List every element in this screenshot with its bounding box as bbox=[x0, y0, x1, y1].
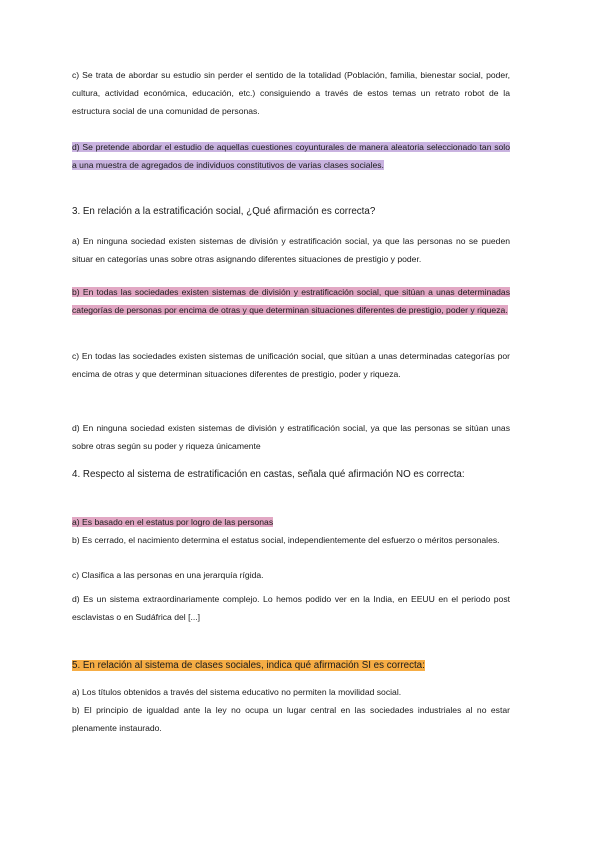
question-5-option-a bbox=[72, 683, 510, 701]
option-d-previous bbox=[72, 138, 510, 174]
option-text-highlighted: a) Es basado en el estatus por logro de las personas bbox=[72, 517, 274, 527]
option-text: a) En ninguna sociedad existen sistemas de división y estratificación social, ya que las personas no se pueden situar en categorías unas sobre otras asignando diferentes situaciones de prestigio y poder. bbox=[72, 236, 510, 264]
question-3-option-d bbox=[72, 419, 510, 455]
question-3-option-a bbox=[72, 232, 510, 268]
option-text: a) Los títulos obtenidos a través del sistema educativo no permiten la movilidad social. bbox=[72, 687, 402, 697]
option-text: d) Es un sistema extraordinariamente complejo. Lo hemos podido ver en la India, en EEUU en el periodo post esclavistas o en Sudáfrica del [...] bbox=[72, 594, 510, 622]
question-text: 4. Respecto al sistema de estratificación en castas, señala qué afirmación NO es correcta: bbox=[72, 469, 465, 480]
option-text: b) El principio de igualdad ante la ley no ocupa un lugar central en las sociedades industriales al no estar plenamente instaurado. bbox=[72, 705, 510, 733]
question-5-option-b bbox=[72, 701, 510, 737]
question-3 bbox=[72, 203, 510, 221]
question-4-option-c bbox=[72, 566, 510, 584]
option-text: d) En ninguna sociedad existen sistemas de división y estratificación social, ya que las personas se sitúan unas sobre otras según su poder y riqueza únicamente bbox=[72, 423, 510, 451]
option-text-highlighted: b) En todas las sociedades existen sistemas de división y estratificación social, que sitúan a unas determinadas categorías de personas por encima de otras y que determinan situaciones diferentes de prestigio, poder y riqueza. bbox=[72, 287, 510, 315]
option-text: c) En todas las sociedades existen sistemas de unificación social, que sitúan a unas determinadas categorías por encima de otras y que determinan situaciones diferentes de prestigio, poder y riqueza. bbox=[72, 351, 510, 379]
option-text: b) Es cerrado, el nacimiento determina el estatus social, independientemente del esfuerzo o méritos personales. bbox=[72, 535, 500, 545]
question-5 bbox=[72, 657, 510, 675]
option-text: c) Se trata de abordar su estudio sin perder el sentido de la totalidad (Población, familia, bienestar social, poder, cultura, actividad económica, educación, etc.) consiguiendo a través de estos temas un retrato robot de la estructura social de una comunidad de personas. bbox=[72, 70, 510, 116]
option-text-highlighted: d) Se pretende abordar el estudio de aquellas cuestiones coyunturales de manera aleatoria seleccionado tan solo a una muestra de agregados de individuos constitutivos de varias clases sociales. bbox=[72, 142, 510, 170]
question-3-option-c bbox=[72, 347, 510, 383]
question-4-option-a bbox=[72, 513, 510, 531]
question-text: 3. En relación a la estratificación social, ¿Qué afirmación es correcta? bbox=[72, 206, 376, 217]
option-text: c) Clasifica a las personas en una jerarquía rígida. bbox=[72, 570, 264, 580]
question-4-option-d bbox=[72, 590, 510, 626]
question-4-option-b bbox=[72, 531, 510, 549]
question-text-highlighted: 5. En relación al sistema de clases sociales, indica qué afirmación SI es correcta: bbox=[72, 660, 425, 671]
question-4 bbox=[72, 466, 510, 484]
option-c-previous bbox=[72, 66, 510, 120]
question-3-option-b bbox=[72, 283, 510, 319]
